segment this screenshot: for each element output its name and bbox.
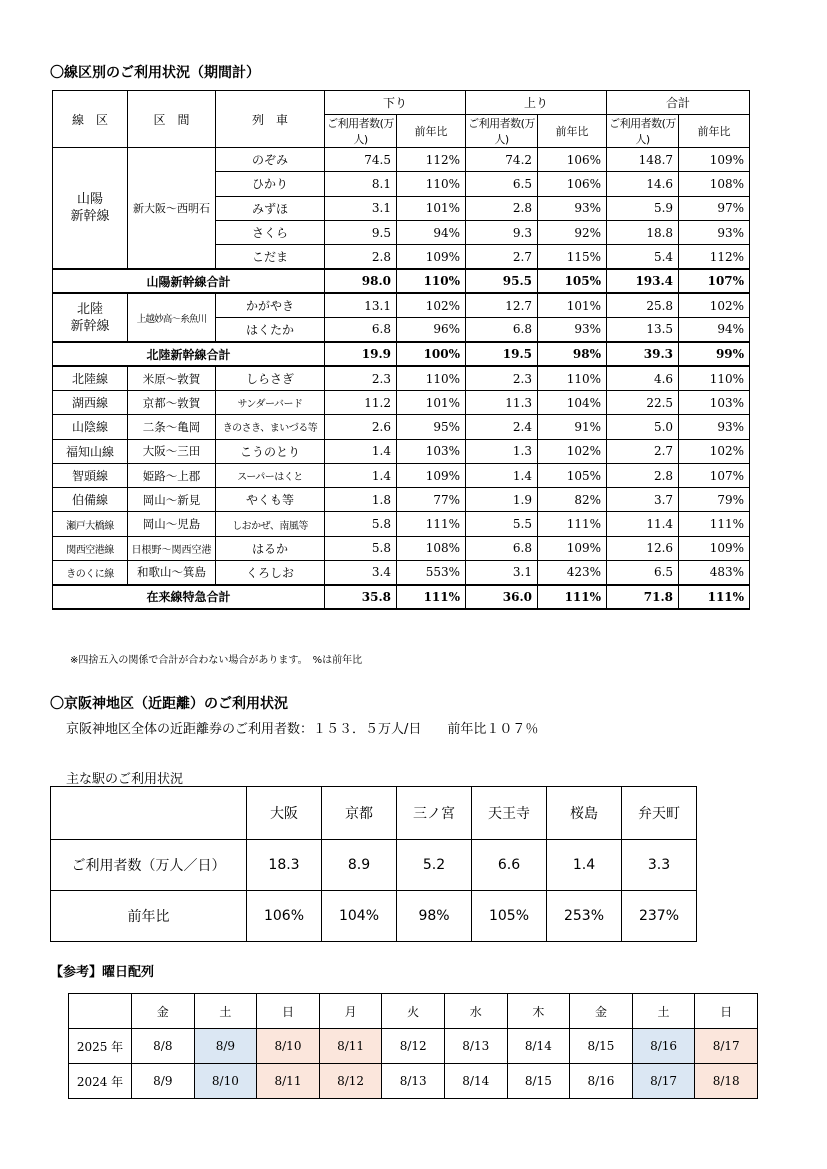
cell-up: 110% [538,366,607,390]
cell-up: 91% [538,415,607,439]
cell-u: 2.8 [466,196,538,220]
cell-tp: 111% [679,585,750,609]
station-name: 三ノ宮 [397,787,472,840]
cell-t: 22.5 [607,390,679,414]
date-cell: 8/14 [444,1064,507,1099]
cell-d: 2.6 [325,415,397,439]
cell-t: 3.7 [607,488,679,512]
cell-tp: 111% [679,512,750,536]
cell-up: 115% [538,245,607,269]
date-cell: 8/9 [194,1029,257,1064]
header-down: 下り [325,91,466,115]
cell-dp: 101% [397,196,466,220]
station-yoy: 98% [397,891,472,942]
cell-dp: 109% [397,245,466,269]
table-row [53,415,750,439]
cell-tp: 112% [679,245,750,269]
date-cell: 8/11 [319,1029,382,1064]
cell-u: 2.3 [466,366,538,390]
cell-dp: 95% [397,415,466,439]
cell-t: 13.5 [607,318,679,342]
train-name: かがやき [216,293,325,317]
cell-tp: 93% [679,220,750,244]
cell-tp: 107% [679,269,750,293]
cell-up: 93% [538,318,607,342]
section-name: 岡山～新見 [128,488,216,512]
station-users: 18.3 [247,840,322,891]
station-name: 桜島 [547,787,622,840]
header-total-users: ご利用者数(万人) [607,115,679,148]
cell-t: 11.4 [607,512,679,536]
date-cell: 8/16 [632,1029,695,1064]
section-name: 日根野～関西空港 [128,536,216,560]
line-name: 湖西線 [53,390,128,414]
cell-t: 25.8 [607,293,679,317]
cell-t: 2.7 [607,439,679,463]
weekday-label: 金 [570,994,633,1029]
weekday-label: 水 [444,994,507,1029]
section-name: 二条～亀岡 [128,415,216,439]
weekday-label: 木 [507,994,570,1029]
cell-up: 109% [538,536,607,560]
cell-dp: 103% [397,439,466,463]
line-name: 瀬戸大橋線 [53,512,128,536]
cell-dp: 109% [397,463,466,487]
cell-d: 98.0 [325,269,397,293]
year-label: 2025 年 [69,1029,132,1064]
header-down-users: ご利用者数(万人) [325,115,397,148]
cell-t: 5.4 [607,245,679,269]
cell-dp: 100% [397,342,466,366]
weekday-label: 土 [632,994,695,1029]
section-name: 岡山～児島 [128,512,216,536]
train-name: サンダーバード [216,390,325,414]
cell-d: 5.8 [325,536,397,560]
weekday-label: 月 [319,994,382,1029]
users-label: ご利用者数（万人／日） [51,840,247,891]
date-cell: 8/15 [507,1064,570,1099]
cell-tp: 97% [679,196,750,220]
cell-tp: 102% [679,293,750,317]
line-name: 関西空港線 [53,536,128,560]
train-name: しらさぎ [216,366,325,390]
station-yoy: 106% [247,891,322,942]
header-total: 合計 [607,91,750,115]
header-down-yoy: 前年比 [397,115,466,148]
cell-d: 11.2 [325,390,397,414]
station-yoy: 105% [472,891,547,942]
table-row [53,561,750,585]
cell-tp: 109% [679,148,750,172]
cell-u: 5.5 [466,512,538,536]
cell-u: 19.5 [466,342,538,366]
weekday-label: 日 [257,994,320,1029]
section-name: 上越妙高～糸魚川 [128,293,216,342]
section-name: 和歌山～箕島 [128,561,216,585]
cell-t: 193.4 [607,269,679,293]
cell-t: 14.6 [607,172,679,196]
cell-up: 101% [538,293,607,317]
table-row [53,488,750,512]
section-name: 京都～敦賀 [128,390,216,414]
station-header-blank [51,787,247,840]
station-name: 大阪 [247,787,322,840]
cell-u: 12.7 [466,293,538,317]
train-name: はくたか [216,318,325,342]
station-name: 天王寺 [472,787,547,840]
train-name: みずほ [216,196,325,220]
station-name: 京都 [322,787,397,840]
table-row [53,293,750,317]
kinki-summary: 京阪神地区全体の近距離券のご利用者数：１５３．５万人/日 前年比１０７％ [66,722,539,737]
cell-tp: 103% [679,390,750,414]
cell-u: 95.5 [466,269,538,293]
cell-dp: 111% [397,512,466,536]
cell-t: 12.6 [607,536,679,560]
train-name: ひかり [216,172,325,196]
cell-t: 2.8 [607,463,679,487]
station-yoy: 104% [322,891,397,942]
cell-dp: 108% [397,536,466,560]
cell-d: 35.8 [325,585,397,609]
cell-d: 74.5 [325,148,397,172]
cell-u: 6.8 [466,536,538,560]
table-row [53,390,750,414]
table-row [53,439,750,463]
station-users: 1.4 [547,840,622,891]
cell-d: 19.9 [325,342,397,366]
cell-dp: 94% [397,220,466,244]
cell-tp: 108% [679,172,750,196]
line-name: 北陸 新幹線 [53,293,128,342]
cell-u: 1.3 [466,439,538,463]
cell-d: 3.4 [325,561,397,585]
cell-tp: 93% [679,415,750,439]
date-cell: 8/8 [132,1029,195,1064]
cell-u: 6.8 [466,318,538,342]
line-name: 伯備線 [53,488,128,512]
section-name: 姫路～上郡 [128,463,216,487]
cell-up: 105% [538,269,607,293]
train-name: しおかぜ、南風等 [216,512,325,536]
station-users: 6.6 [472,840,547,891]
weekday-label: 日 [695,994,758,1029]
weekday-label: 土 [194,994,257,1029]
cell-d: 1.4 [325,463,397,487]
cell-u: 11.3 [466,390,538,414]
cell-t: 4.6 [607,366,679,390]
line-usage-table [52,90,750,610]
cell-t: 18.8 [607,220,679,244]
total-row [53,342,750,366]
line-name: 智頭線 [53,463,128,487]
train-name: スーパーはくと [216,463,325,487]
station-usage-table [50,786,697,942]
cell-u: 2.4 [466,415,538,439]
section-name: 米原～敦賀 [128,366,216,390]
cell-t: 39.3 [607,342,679,366]
cell-t: 5.9 [607,196,679,220]
cell-dp: 112% [397,148,466,172]
year-label: 2024 年 [69,1064,132,1099]
train-name: くろしお [216,561,325,585]
cell-tp: 99% [679,342,750,366]
header-section: 区 間 [128,91,216,148]
cell-d: 5.8 [325,512,397,536]
header-up-users: ご利用者数(万人) [466,115,538,148]
date-cell: 8/11 [257,1064,320,1099]
cell-tp: 79% [679,488,750,512]
cell-d: 1.4 [325,439,397,463]
yoy-label: 前年比 [51,891,247,942]
header-up-yoy: 前年比 [538,115,607,148]
date-cell: 8/9 [132,1064,195,1099]
station-users: 5.2 [397,840,472,891]
cell-d: 6.8 [325,318,397,342]
rounding-note: ※四捨五入の関係で合計が合わない場合があります。 %は前年比 [70,655,363,666]
header-up: 上り [466,91,607,115]
train-name: こだま [216,245,325,269]
cell-up: 111% [538,512,607,536]
cell-t: 71.8 [607,585,679,609]
date-cell: 8/15 [570,1029,633,1064]
station-subtitle: 主な駅のご利用状況 [66,772,184,787]
cell-u: 1.4 [466,463,538,487]
date-cell: 8/13 [382,1064,445,1099]
section-name: 大阪～三田 [128,439,216,463]
cell-u: 1.9 [466,488,538,512]
cell-dp: 110% [397,269,466,293]
section2-title: 〇京阪神地区（近距離）のご利用状況 [50,696,288,712]
cell-u: 3.1 [466,561,538,585]
cell-u: 6.5 [466,172,538,196]
cell-up: 82% [538,488,607,512]
header-train: 列 車 [216,91,325,148]
date-cell: 8/12 [319,1064,382,1099]
cell-tp: 110% [679,366,750,390]
total-label: 北陸新幹線合計 [53,342,325,366]
cell-dp: 111% [397,585,466,609]
table-row [53,366,750,390]
header-total-yoy: 前年比 [679,115,750,148]
date-cell: 8/10 [257,1029,320,1064]
train-name: さくら [216,220,325,244]
cell-u: 36.0 [466,585,538,609]
weekday-label: 金 [132,994,195,1029]
date-cell: 8/16 [570,1064,633,1099]
weekday-label: 火 [382,994,445,1029]
cell-up: 102% [538,439,607,463]
weekday-table [68,993,758,1099]
table-row [53,463,750,487]
station-users: 3.3 [622,840,697,891]
cell-dp: 110% [397,366,466,390]
train-name: のぞみ [216,148,325,172]
line-name: 山陰線 [53,415,128,439]
cell-d: 2.3 [325,366,397,390]
table-row [53,148,750,172]
section-name: 新大阪～西明石 [128,148,216,269]
table-row [53,536,750,560]
cell-tp: 107% [679,463,750,487]
cell-u: 2.7 [466,245,538,269]
line-name: きのくに線 [53,561,128,585]
train-name: きのさき、まいづる等 [216,415,325,439]
cell-t: 6.5 [607,561,679,585]
cell-u: 9.3 [466,220,538,244]
total-row [53,269,750,293]
train-name: こうのとり [216,439,325,463]
date-cell: 8/17 [695,1029,758,1064]
cell-d: 9.5 [325,220,397,244]
header-line: 線 区 [53,91,128,148]
table-row [53,512,750,536]
date-cell: 8/18 [695,1064,758,1099]
cell-up: 423% [538,561,607,585]
cell-tp: 483% [679,561,750,585]
cell-up: 92% [538,220,607,244]
cell-tp: 109% [679,536,750,560]
station-yoy: 253% [547,891,622,942]
station-name: 弁天町 [622,787,697,840]
date-cell: 8/17 [632,1064,695,1099]
cell-t: 148.7 [607,148,679,172]
cell-d: 2.8 [325,245,397,269]
line-name: 北陸線 [53,366,128,390]
cell-d: 8.1 [325,172,397,196]
section3-title: 【参考】曜日配列 [50,965,155,980]
train-name: やくも等 [216,488,325,512]
station-users: 8.9 [322,840,397,891]
cell-dp: 102% [397,293,466,317]
cell-d: 3.1 [325,196,397,220]
cell-tp: 94% [679,318,750,342]
section1-title: 〇線区別のご利用状況（期間計） [50,65,260,81]
line-name: 福知山線 [53,439,128,463]
cell-dp: 77% [397,488,466,512]
cell-dp: 553% [397,561,466,585]
cell-up: 104% [538,390,607,414]
cell-dp: 101% [397,390,466,414]
date-cell: 8/10 [194,1064,257,1099]
cell-up: 98% [538,342,607,366]
total-label: 山陽新幹線合計 [53,269,325,293]
total-row [53,585,750,609]
line-name: 山陽 新幹線 [53,148,128,269]
cell-up: 93% [538,196,607,220]
cell-dp: 110% [397,172,466,196]
date-cell: 8/14 [507,1029,570,1064]
cell-d: 13.1 [325,293,397,317]
total-label: 在来線特急合計 [53,585,325,609]
station-yoy: 237% [622,891,697,942]
date-cell: 8/12 [382,1029,445,1064]
cell-up: 106% [538,148,607,172]
cell-up: 105% [538,463,607,487]
cell-d: 1.8 [325,488,397,512]
cell-dp: 96% [397,318,466,342]
cell-tp: 102% [679,439,750,463]
cell-t: 5.0 [607,415,679,439]
cell-up: 106% [538,172,607,196]
date-cell: 8/13 [444,1029,507,1064]
cell-up: 111% [538,585,607,609]
train-name: はるか [216,536,325,560]
cell-u: 74.2 [466,148,538,172]
weekday-header-blank [69,994,132,1029]
